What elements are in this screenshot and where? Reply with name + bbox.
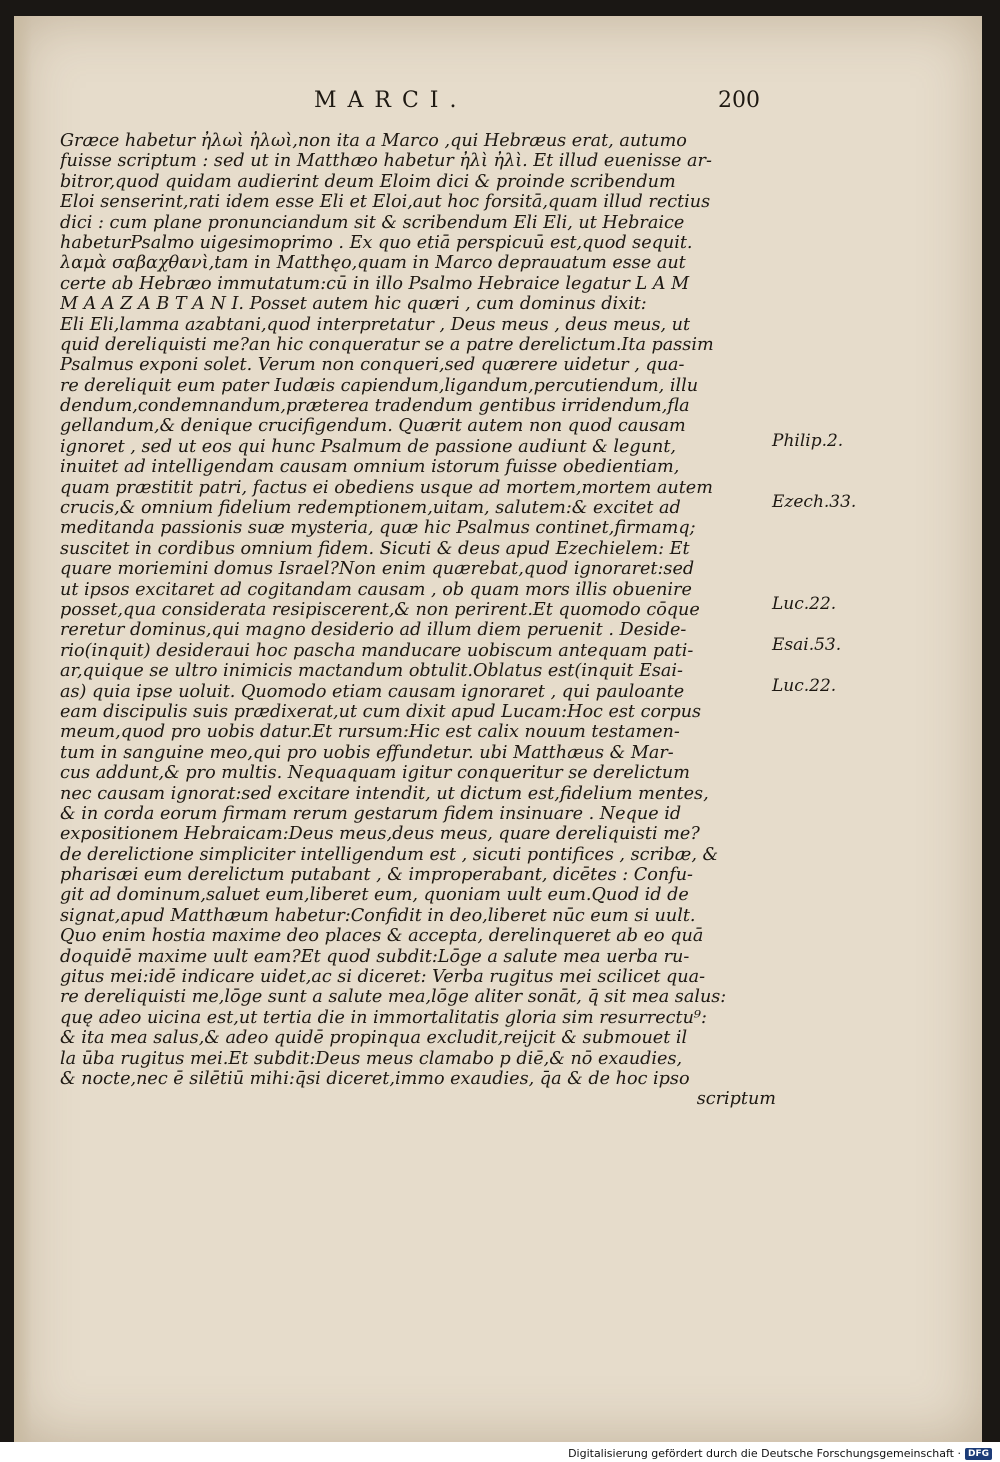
margin-note: Philip.2. — [772, 431, 844, 451]
text-line: fuisse scriptum : sed ut in Matthæo habetur ἠλὶ ἠλὶ. Et illud euenisse ar- — [60, 151, 712, 172]
text-line: meum,quod pro uobis datur.Et rursum:Hic est calix nouum testamen- — [60, 722, 680, 743]
margin-note: Esai.53. — [772, 635, 842, 655]
text-line: gitus mei:idē indicare uidet,ac si diceret: Verba rugitus mei scilicet qua- — [60, 967, 706, 988]
text-line: certe ab Hebræo immutatum:cū in illo Psalmo Hebraice legatur L A M — [60, 273, 690, 294]
text-line: expositionem Hebraicam:Deus meus,deus meus, quare dereliquisti me? — [60, 824, 700, 845]
text-line: dici : cum plane pronunciandum sit & scribendum Eli Eli, ut Hebraice — [60, 212, 685, 233]
credit-text: Digitalisierung gefördert durch die Deutsche Forschungsgemeinschaft · — [568, 1447, 961, 1460]
text-line: M A A Z A B T A N I. Posset autem hic quæri , cum dominus dixit: — [60, 294, 647, 315]
text-line: nec causam ignorat:sed excitare intendit, ut dictum est,fidelium mentes, — [60, 783, 709, 804]
text-line: tum in sanguine meo,qui pro uobis effundetur. ubi Matthæus & Mar- — [60, 742, 674, 763]
text-line: crucis,& omnium fidelium redemptionem,uitam, salutem:& excitet ad — [60, 498, 681, 519]
text-line: de derelictione simpliciter intelligendum est , sicuti pontifices , scribæ, & — [60, 844, 719, 865]
text-line: quare moriemini domus Israel?Non enim quærebat,quod ignoraret:sed — [60, 559, 695, 580]
text-line: scriptum — [696, 1089, 776, 1110]
page-number: 200 — [718, 88, 760, 113]
text-line: Eli Eli,lamma azabtani,quod interpretatur , Deus meus , deus meus, ut — [60, 314, 691, 335]
text-line: bitror,quod quidam audierint deum Eloim dici & proinde scribendum — [60, 171, 676, 192]
text-line: eam discipulis suis prædixerat,ut cum dixit apud Lucam:Hoc est corpus — [60, 701, 702, 722]
text-line: inuitet ad intelligendam causam omnium istorum fuisse obedientiam, — [60, 457, 680, 478]
text-line: Eloi senserint,rati idem esse Eli et Eloi,aut hoc forsitā,quam illud rectius — [60, 192, 711, 213]
page-gutter-shadow — [14, 16, 32, 1442]
text-line: doquidē maxime uult eam?Et quod subdit:Lōge a salute mea uerba ru- — [60, 946, 690, 967]
text-line: Quo enim hostia maxime deo places & accepta, derelinqueret ab eo quā — [60, 926, 704, 947]
text-line: quid dereliquisti me?an hic conqueratur se a patre derelictum.Ita passim — [60, 334, 714, 355]
text-line: gellandum,& denique crucifigendum. Quærit autem non quod causam — [60, 416, 686, 437]
body-text — [60, 131, 776, 1110]
text-line: & nocte,nec ē silētiū mihi:q̄si diceret,immo exaudies, q̄a & de hoc ipso — [60, 1068, 690, 1089]
text-line: meditanda passionis suæ mysteria, quæ hic Psalmus continet,firmamq; — [60, 518, 696, 539]
text-line: ignoret , sed ut eos qui hunc Psalmum de passione audiunt & legunt, — [60, 436, 676, 457]
text-line: posset,qua considerata resipiscerent,& non perirent.Et quomodo cōque — [60, 599, 700, 620]
text-line: rio(inquit) desideraui hoc pascha manducare uobiscum antequam pati- — [60, 640, 694, 661]
dfg-logo: DFG — [965, 1448, 992, 1460]
text-line: & in corda eorum firmam rerum gestarum fidem insinuare . Neque id — [60, 803, 682, 824]
text-line: la ūba rugitus mei.Et subdit:Deus meus clamabo p diē,& nō exaudies, — [60, 1048, 683, 1069]
text-line: ut ipsos excitaret ad cogitandam causam , ob quam mors illis obuenire — [60, 579, 692, 600]
footer-strip — [0, 1442, 1000, 1462]
text-line: ar,quique se ultro inimicis mactandum obtulit.Oblatus est(inquit Esai- — [60, 661, 683, 682]
text-line: git ad dominum,saluet eum,liberet eum, quoniam uult eum.Quod id de — [60, 885, 689, 906]
text-line: quam præstitit patri, factus ei obediens usque ad mortem,mortem autem — [60, 477, 713, 498]
margin-note: Luc.22. — [772, 675, 837, 696]
text-line: as) quia ipse uoluit. Quomodo etiam causam ignoraret , qui pauloante — [60, 681, 685, 702]
text-line: λαμὰ σαβαχθανὶ,tam in Matthęo,quam in Marco deprauatum esse aut — [60, 253, 686, 274]
book-page — [14, 16, 982, 1442]
text-line: signat,apud Matthæum habetur:Confidit in deo,liberet nūc eum si uult. — [60, 905, 696, 926]
margin-note: Ezech.33. — [772, 492, 857, 513]
text-line: dendum,condemnandum,præterea tradendum gentibus irridendum,fla — [60, 396, 690, 417]
margin-note: Luc.22. — [772, 594, 837, 615]
digitization-credit — [568, 1447, 992, 1460]
text-line: Psalmus exponi solet. Verum non conqueri,sed quærere uidetur , qua- — [60, 355, 685, 376]
text-line: cus addunt,& pro multis. Nequaquam igitur conqueritur se derelictum — [60, 763, 690, 784]
text-line: Græce habetur ἠλωὶ ἠλωὶ,non ita a Marco ,qui Hebræus erat, autumo — [60, 131, 687, 151]
text-line: re dereliquisti me,lōge sunt a salute mea,lōge aliter sonāt, q̄ sit mea salus: — [60, 987, 727, 1008]
text-line: reretur dominus,qui magno desiderio ad illum diem peruenit . Deside- — [60, 620, 687, 641]
text-line: suscitet in cordibus omnium fidem. Sicuti & deus apud Ezechielem: Et — [60, 538, 690, 559]
text-line: habeturPsalmo uigesimoprimo . Ex quo etiā perspicuū est,quod sequit. — [60, 232, 693, 253]
text-line: re dereliquit eum pater Iudæis capiendum,ligandum,percutiendum, illu — [60, 375, 699, 396]
text-line: & ita mea salus,& adeo quidē propinqua excludit,reijcit & submouet il — [60, 1028, 688, 1049]
text-line: quę adeo uicina est,ut tertia die in immortalitatis gloria sim resurrectu⁹: — [60, 1007, 707, 1028]
text-line: pharisæi eum derelictum putabant , & improperabant, dicētes : Confu- — [60, 865, 693, 886]
running-head: MARCI. — [314, 88, 468, 113]
